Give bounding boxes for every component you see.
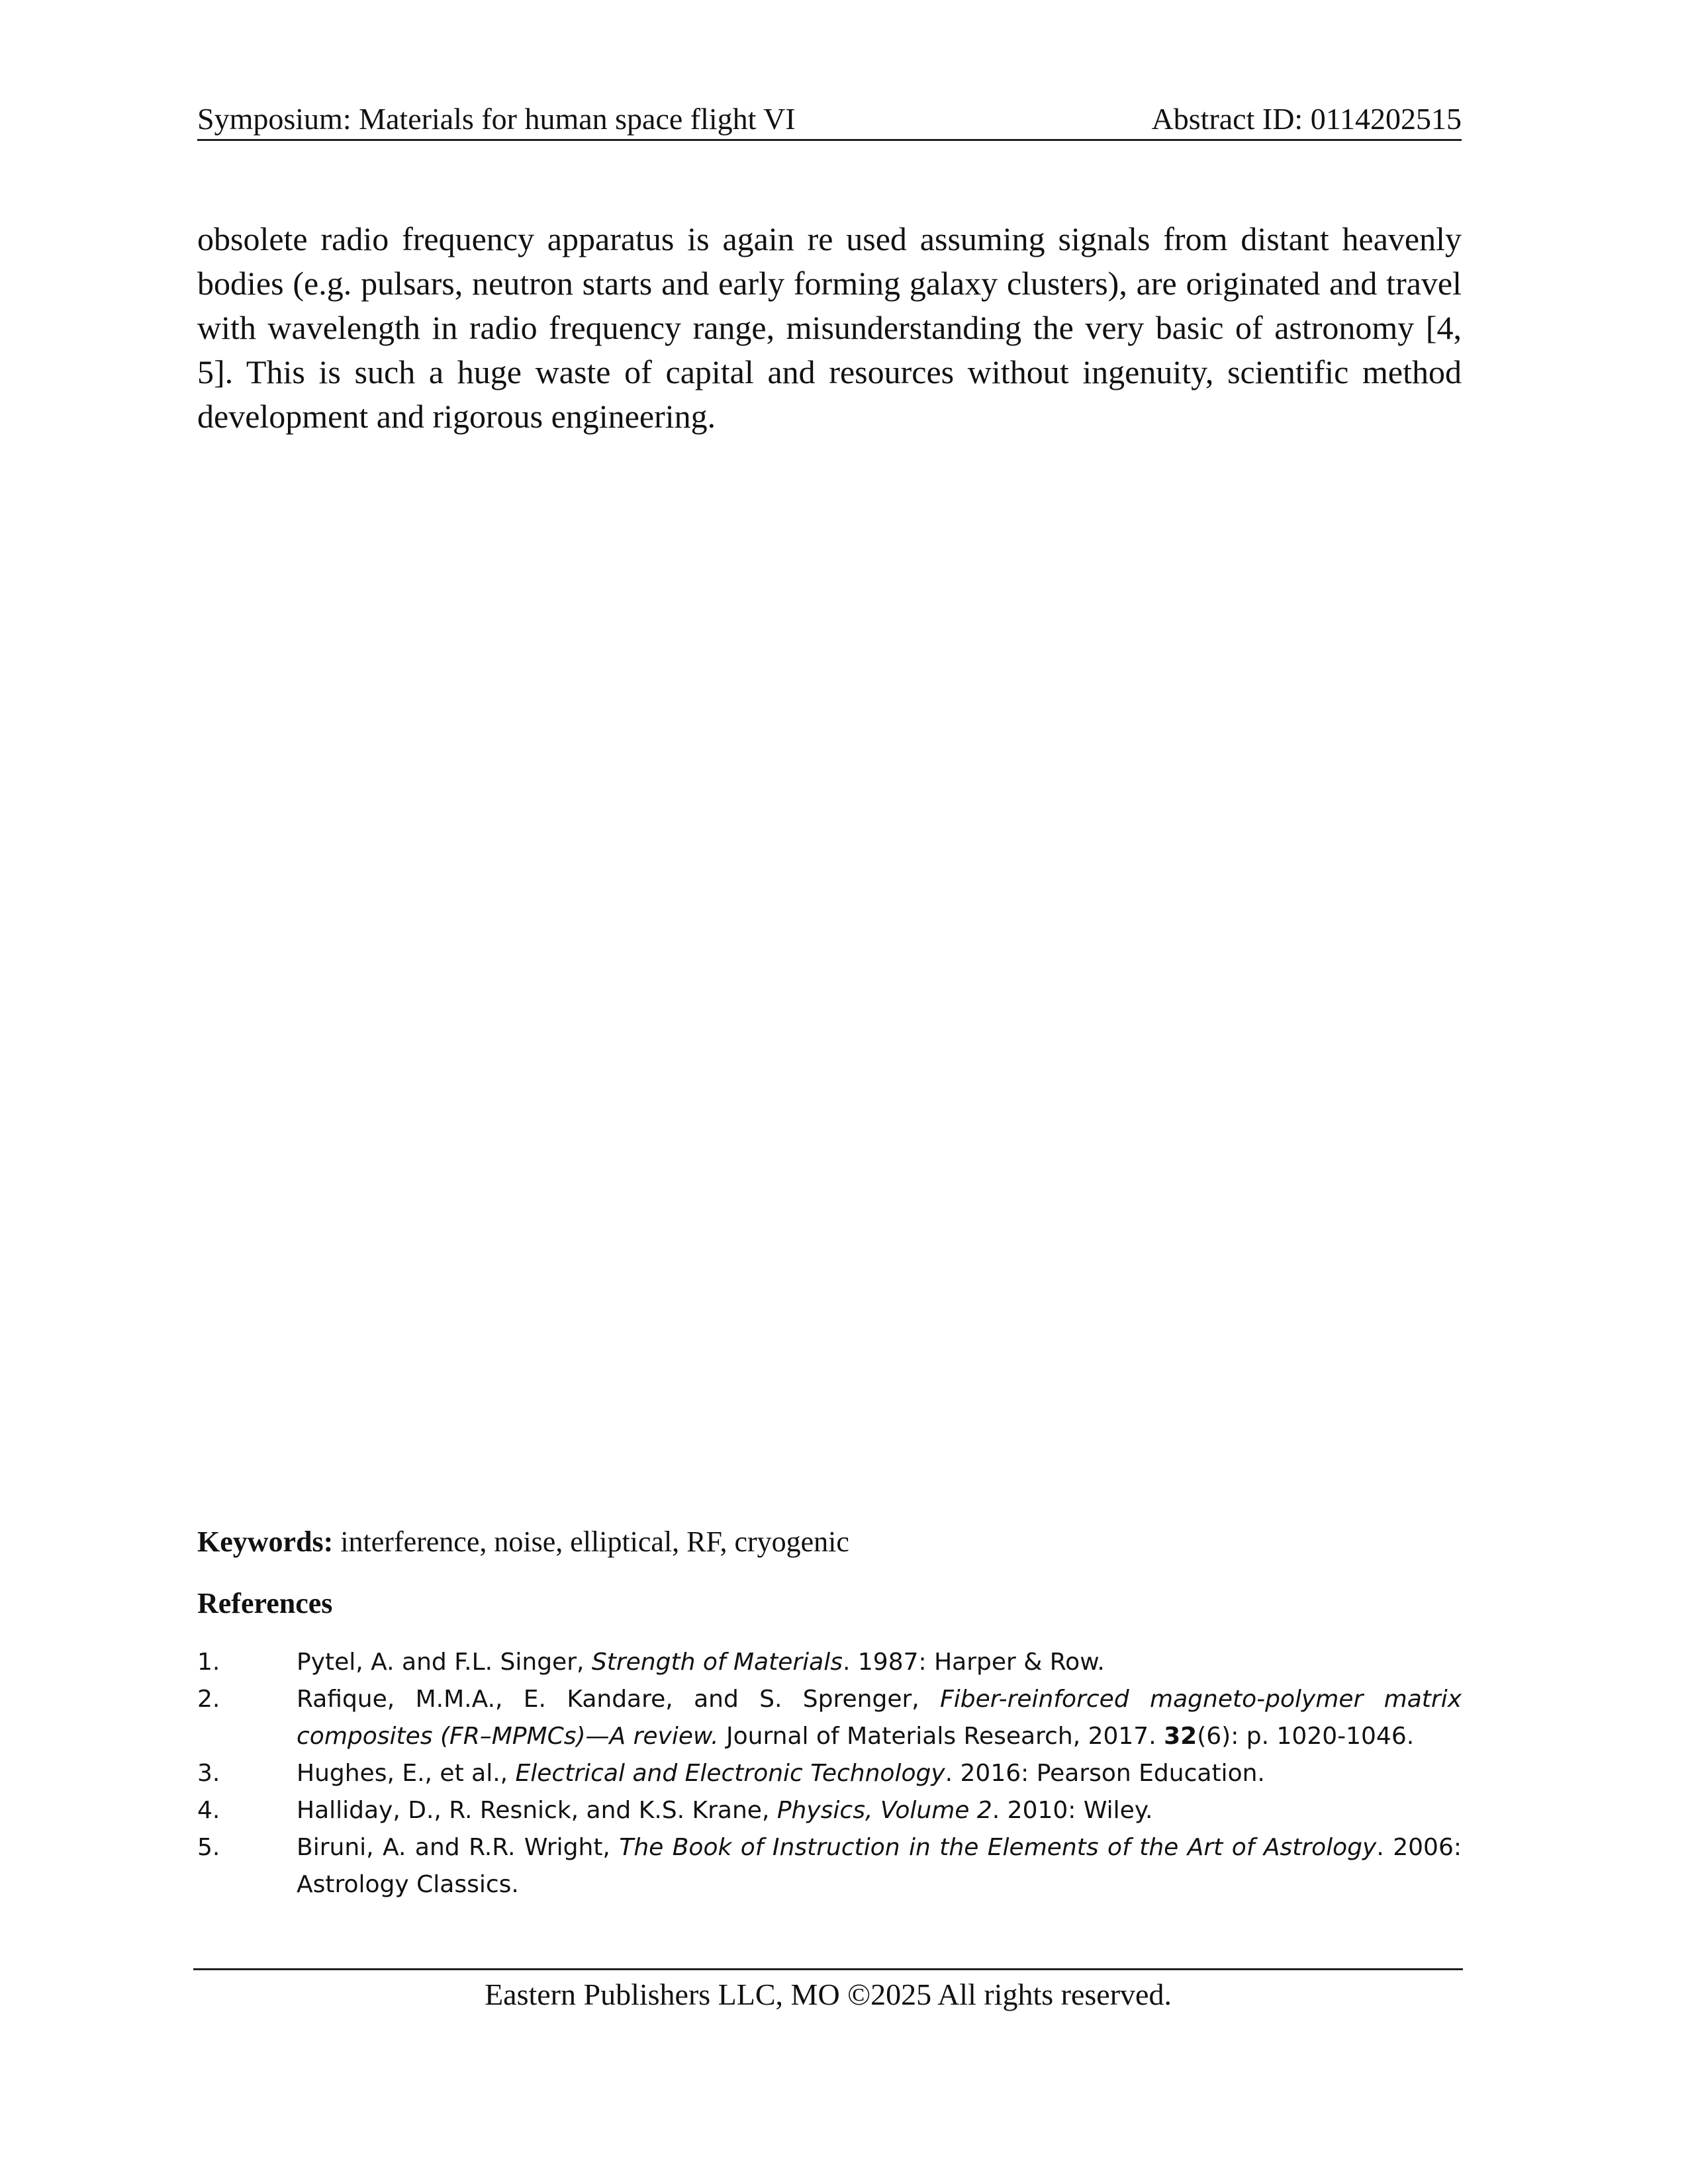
keywords-label: Keywords: — [197, 1525, 334, 1558]
reference-item — [197, 1644, 1462, 1681]
reference-item — [197, 1681, 1462, 1755]
reference-text: Halliday, D., R. Resnick, and K.S. Krane, — [297, 1797, 777, 1824]
reference-title: Electrical and Electronic Technology — [515, 1760, 945, 1787]
reference-title: Strength of Materials — [591, 1649, 843, 1676]
reference-text: (6): p. 1020-1046. — [1197, 1723, 1415, 1750]
reference-text: . 2016: Pearson Education. — [945, 1760, 1265, 1787]
reference-text: . 1987: Harper & Row. — [843, 1649, 1105, 1676]
reference-text: Biruni, A. and R.R. Wright, — [297, 1834, 620, 1861]
reference-text: Hughes, E., et al., — [297, 1760, 516, 1787]
reference-text: Rafique, M.M.A., E. Kandare, and S. Sprenger, — [297, 1686, 941, 1713]
reference-item — [197, 1755, 1462, 1792]
footer-copyright: Eastern Publishers LLC, MO ©2025 All rights reserved. — [485, 1978, 1172, 2011]
reference-number: 1. — [197, 1649, 220, 1676]
references-heading: References — [197, 1587, 333, 1619]
keywords-line — [197, 1522, 1462, 1562]
reference-title: Physics, Volume 2 — [776, 1797, 992, 1824]
keywords-text: interference, noise, elliptical, RF, cryogenic — [333, 1525, 849, 1558]
footer-divider — [193, 1968, 1463, 1970]
reference-number: 2. — [197, 1686, 220, 1713]
reference-text: . 2010: Wiley. — [992, 1797, 1153, 1824]
reference-volume: 32 — [1164, 1723, 1197, 1750]
reference-number: 5. — [197, 1834, 220, 1861]
reference-title: Fiber-reinforced magneto-polymer matrix composites (FR–MPMCs)—A review. — [297, 1686, 1462, 1750]
page-header — [197, 99, 1462, 141]
reference-list — [197, 1644, 1462, 1903]
symposium-title: Symposium: Materials for human space flight VI — [197, 102, 796, 136]
reference-item — [197, 1792, 1462, 1829]
reference-item — [197, 1829, 1462, 1903]
reference-text: Pytel, A. and F.L. Singer, — [297, 1649, 592, 1676]
reference-title: The Book of Instruction in the Elements of the Art of Astrology — [619, 1834, 1377, 1861]
reference-text: . 2006: Astrology Classics. — [297, 1834, 1462, 1898]
reference-text: Journal of Materials Research, 2017. — [718, 1723, 1164, 1750]
abstract-id: Abstract ID: 0114202515 — [1151, 102, 1462, 136]
body-paragraph: obsolete radio frequency apparatus is again re used assuming signals from distant heavenly bodies (e.g. pulsars, neutron starts and early forming galaxy clusters), are originated and travel with wavelength in radio frequency range, misunderstanding the very basic of astronomy [4, 5]. This is such a huge waste of capital and resources without ingenuity, scientific method development and rigorous engineering. — [197, 220, 1462, 435]
reference-number: 3. — [197, 1760, 220, 1787]
reference-number: 4. — [197, 1797, 220, 1824]
